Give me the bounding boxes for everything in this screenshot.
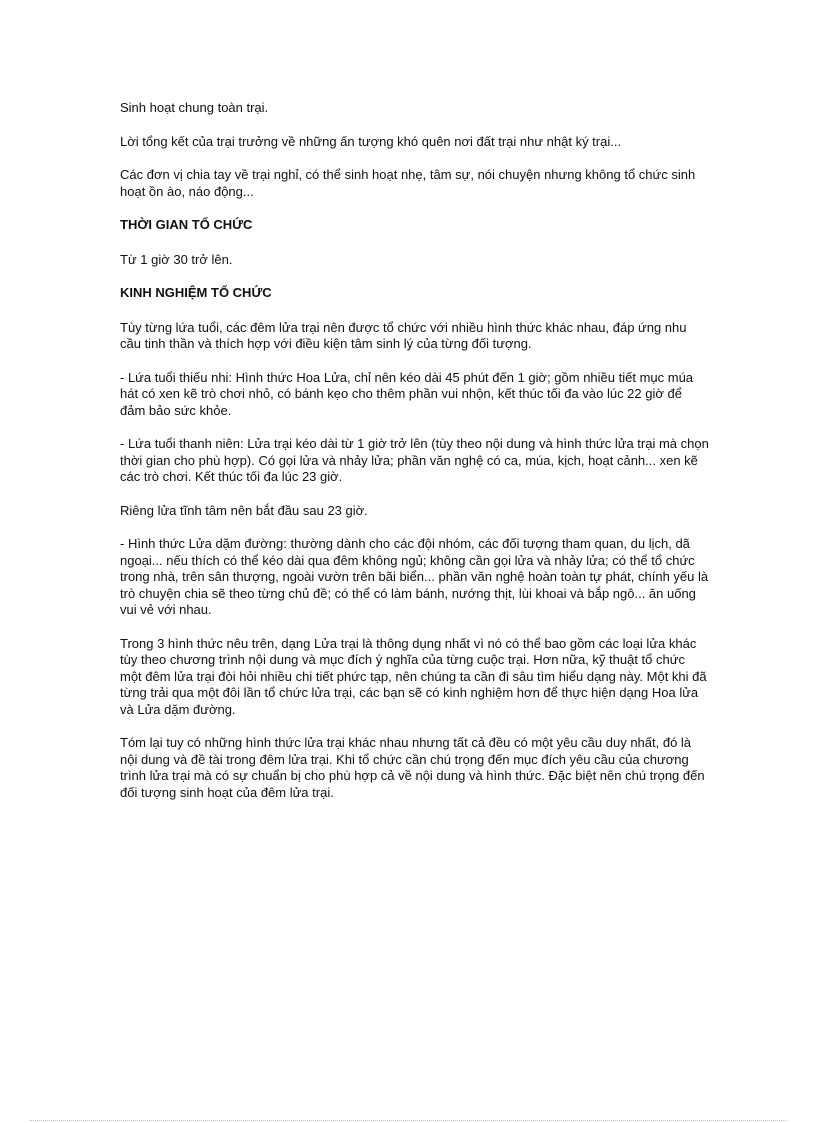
- paragraph-three-forms: Trong 3 hình thức nêu trên, dạng Lửa trại là thông dụng nhất vì nó có thể bao gồm các loại lửa khác tùy theo chương trình nội dung và mục đích ý nghĩa của từng cuộc trại. Hơn nữa, kỹ thuật tổ chức một đêm lửa trại đòi hỏi nhiều chi tiết phức tạp, nên chúng ta cần đi sâu tìm hiểu dạng này. Một khi đã từng trải qua một đôi lần tổ chức lửa trại, các bạn sẽ có kinh nghiệm hơn để thực hiện dạng Hoa lửa và Lửa dặm đường.: [120, 635, 707, 717]
- paragraph-conclusion: Tóm lại tuy có những hình thức lửa trại khác nhau nhưng tất cả đều có một yêu cầu duy nhất, đó là nội dung và đề tài trong đêm lửa trại. Khi tổ chức cần chú trọng đến mục đích yêu cầu của chương trình lửa trại mà có sự chuẩn bị cho phù hợp cả về nội dung và hình thức. Đặc biệt nên chú trọng đến đối tượng sinh hoạt của đêm lửa trại.: [120, 735, 705, 800]
- paragraph-farewell: Các đơn vị chia tay về trại nghỉ, có thể sinh hoạt nhẹ, tâm sự, nói chuyện nhưng không tổ chức sinh hoạt ồn ào, náo động...: [120, 167, 696, 199]
- document-body: [120, 100, 710, 818]
- heading-organization-experience: KINH NGHIỆM TỔ CHỨC: [120, 285, 272, 300]
- page-bottom-divider: [30, 1120, 786, 1121]
- paragraph-age-groups-intro: Tùy từng lứa tuổi, các đêm lửa trại nên được tổ chức với nhiều hình thức khác nhau, đáp ứng nhu cầu tinh thần và thích hợp với điều kiện tâm sinh lý của từng đối tượng.: [120, 319, 687, 351]
- paragraph-time: Từ 1 giờ 30 trở lên.: [120, 251, 233, 267]
- paragraph-quiet-fire: Riêng lửa tĩnh tâm nên bắt đầu sau 23 giờ.: [120, 502, 368, 518]
- paragraph-closing-activity: Sinh hoạt chung toàn trại.: [120, 100, 269, 115]
- paragraph-children: - Lứa tuổi thiếu nhi: Hình thức Hoa Lửa, chỉ nên kéo dài 45 phút đến 1 giờ; gồm nhiều tiết mục múa hát có xen kẽ trò chơi nhỏ, có bánh kẹo cho thêm phần vui nhộn, kết thúc tối đa vào lúc 22 giờ để đảm bảo sức khỏe.: [120, 369, 694, 418]
- paragraph-youth: - Lứa tuổi thanh niên: Lửa trại kéo dài từ 1 giờ trở lên (tùy theo nội dung và hình thức lửa trại mà chọn thời gian cho phù hợp). Có gọi lửa và nhảy lửa; phần văn nghệ có ca, múa, kịch, hoạt cảnh... xen kẽ các trò chơi. Kết thúc tối đa lúc 23 giờ.: [120, 436, 709, 484]
- paragraph-roadside-fire: - Hình thức Lửa dặm đường: thường dành cho các đội nhóm, các đối tượng tham quan, du lịch, dã ngoại... nếu thích có thể kéo dài qua đêm không ngủ; không cần gọi lửa và nhảy lửa; có thể tổ chức trong nhà, trên sân thượng, ngoài vườn trên bãi biển... phần văn nghệ hoàn toàn tự phát, chính yếu là trò chuyện chia sẽ theo từng chủ đề; có thể có làm bánh, nướng thịt, lùi khoai và bắp ngô... ăn uống vui vẻ với nhau.: [120, 536, 709, 617]
- paragraph-camp-leader-summary: Lời tổng kết của trại trưởng về những ấn tượng khó quên nơi đất trại như nhật ký trại...: [120, 133, 622, 149]
- heading-organization-time: THỜI GIAN TỔ CHỨC: [120, 217, 253, 232]
